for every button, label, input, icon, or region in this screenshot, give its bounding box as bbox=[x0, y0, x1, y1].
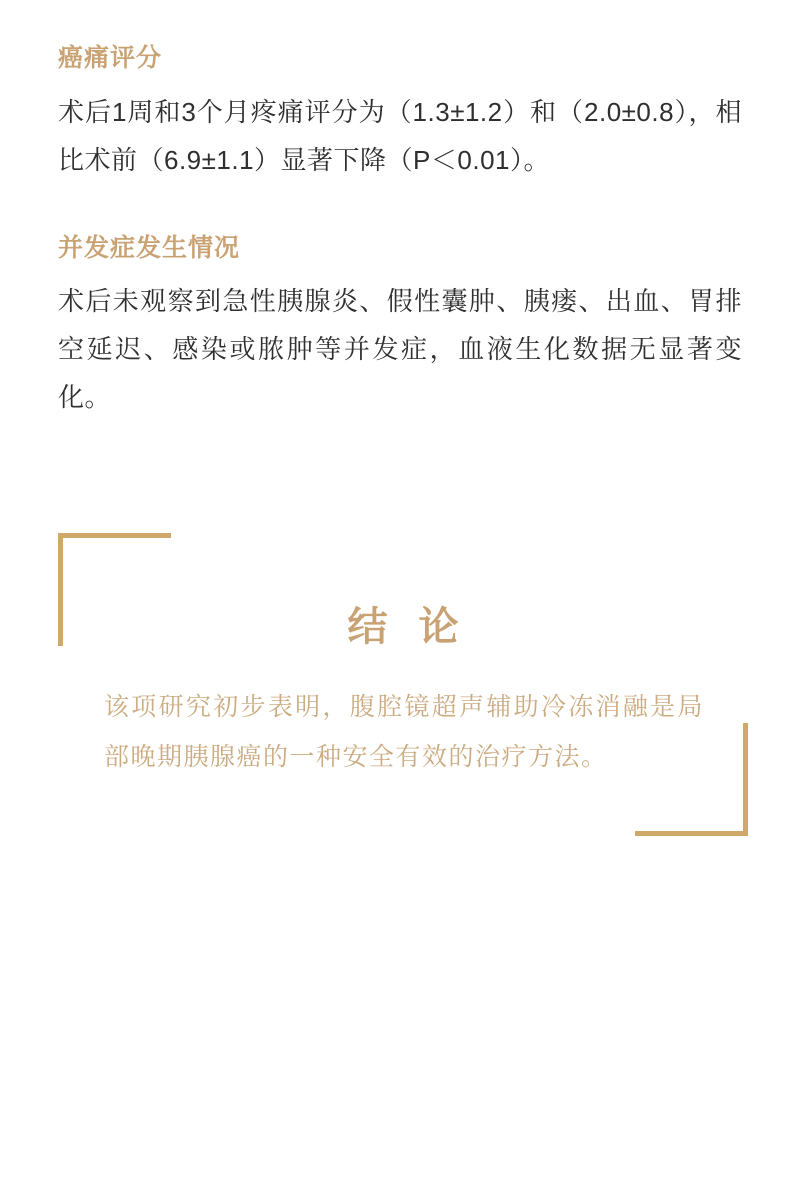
section-body-pain-score: 术后1周和3个月疼痛评分为（1.3±1.2）和（2.0±0.8），相比术前（6.9±1.1）显著下降（P＜0.01）。 bbox=[58, 96, 742, 175]
conclusion-body: 该项研究初步表明，腹腔镜超声辅助冷冻消融是局部晚期胰腺癌的一种安全有效的治疗方法。 bbox=[104, 693, 704, 772]
conclusion-block bbox=[58, 533, 748, 836]
conclusion-title: 结 论 bbox=[347, 605, 469, 650]
section-title-complications: 并发症发生情况 bbox=[58, 233, 241, 262]
section-complications bbox=[58, 230, 742, 422]
spacer bbox=[58, 467, 742, 533]
section-pain-score bbox=[58, 40, 742, 184]
section-title-pain-score: 癌痛评分 bbox=[58, 44, 163, 72]
section-body-complications: 术后未观察到急性胰腺炎、假性囊肿、胰瘘、出血、胃排空延迟、感染或脓肿等并发症，血液生化数据无显著变化。 bbox=[58, 286, 742, 413]
